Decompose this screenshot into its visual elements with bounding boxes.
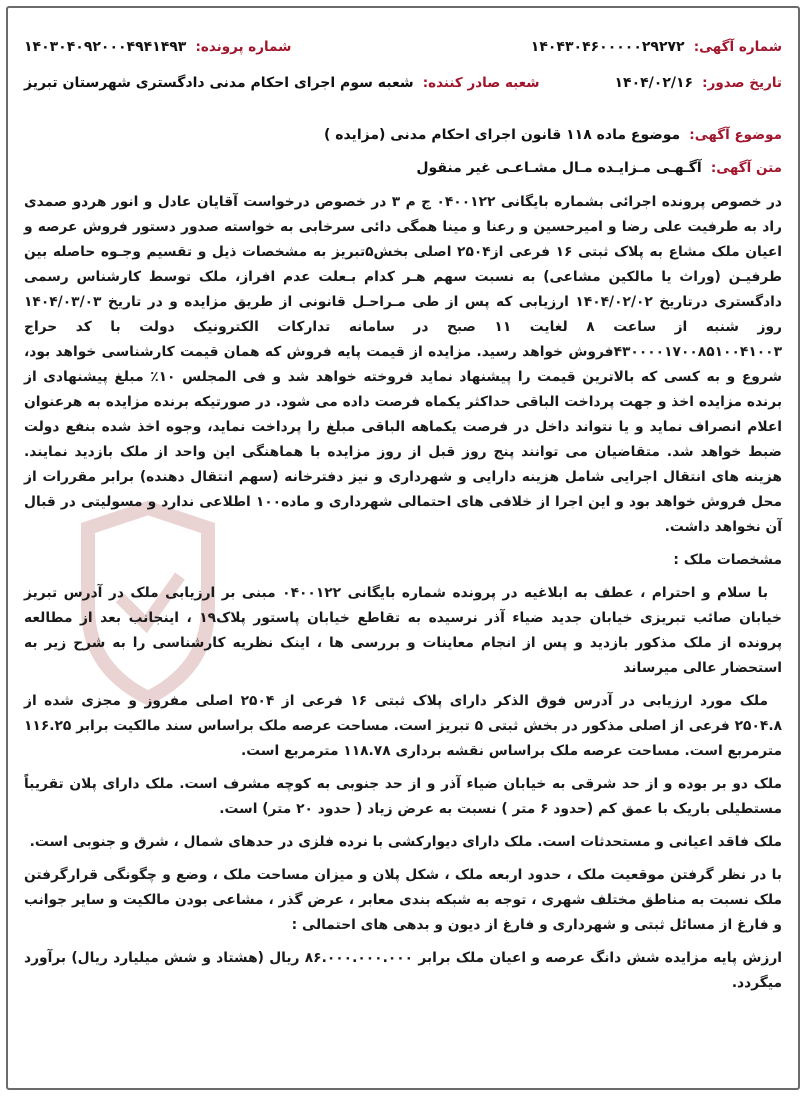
issue-date-label: تاریخ صدور: (702, 75, 782, 91)
notice-text-value: آگـهـی مـزایـده مـال مشـاعـی غیر منقول (416, 160, 702, 176)
file-number-field (24, 36, 291, 55)
notice-body: در خصوص پرونده اجرائی بشماره بایگانی ۰۴۰۰۱۲۲ ج م ۳ در خصوص درخواست آقایان عادل و انور هردو صمدی راد به طرفیت علی رضا و امیرحسین و رعنا و مینا همگی دائی سرخابی به خواسته صدور دستور فروش عرصه و اعیان ملک مشاع به پلاک ثبتی ۱۶ فرعی از۲۵۰۴ اصلی بخش۵تبریز به مشخصات ذیل و تقسیم وجـوه حاصله بین طرفیـن (وراث یا مالکین مشاعی) به نسبت سهم هـر کدام بـعلت عدم افراز، ملک توسط کارشناس رسمی دادگستری درتاریخ ۱۴۰۴/۰۲/۰۲ ارزیابی که پس از طی مـراحـل قانونی از طریق مزایده و در تاریخ ۱۴۰۴/۰۳/۰۳ روز شنبه از ساعت ۸ لغایت ۱۱ صبح در سامانه تدارکات الکترونیک دولت با کد حراج ۴۳۰۰۰۰۱۷۰۰۸۵۱۰۰۴۱۰۰۳فروش خواهد رسید. مزایده از قیمت پایه فروش که همان قیمت کارشناسی خواهد بود، شروع و به کسی که بالاترین قیمت را پیشنهاد نماید فروخته خواهد شد و فی المجلس ۱۰٪ مبلغ پیشنهادی از برنده مزایده اخذ و جهت پرداخت الباقی حداکثر یکماه فرصت داده می شود. در صورتیکه برنده مزایده به هرعنوان اعلام انصراف نماید و یا نتواند داخل در فرصت یکماهه الباقی مبلغ را پرداخت نماید، وجوه اخذ شده بنفع دولت ضبط خواهد شد. متقاضیان می توانند پنج روز قبل از روز مزایده با هماهنگی این واحد از ملک بازدید نمایند. هزینه های انتقال اجرایی شامل هزینه دارایی و شهرداری و نیز دفترخانه (سهم انتقال دهنده) برابر مقررات از محل فروش خواهد بود و این اجرا از خلافی های احتمالی شهرداری و ماده۱۰۰ اطلاعی ندارد و مسولیتی در قبال آن نخواهد داشت. (24, 194, 783, 535)
header-row-2 (24, 72, 782, 106)
issuer-label: شعبه صادر کننده: (422, 75, 540, 91)
subject-field (24, 124, 782, 143)
issue-date-value: ۱۴۰۴/۰۲/۱۶ (614, 75, 694, 91)
issuer-value: شعبه سوم اجرای احکام مدنی دادگستری شهرستان تبریز (24, 75, 414, 91)
subject-label: موضوع آگهی: (689, 127, 782, 143)
notice-number-label: شماره آگهی: (693, 39, 782, 55)
notice-document (6, 6, 800, 1090)
issuer-field (24, 72, 540, 91)
notice-number-field (452, 36, 782, 55)
file-number-label: شماره پرونده: (195, 39, 292, 55)
issue-date-field (540, 72, 782, 91)
header-row-1 (24, 36, 782, 70)
subject-value: موضوع ماده ۱۱۸ قانون اجرای احکام مدنی (مزایده ) (323, 127, 681, 143)
specs-title: مشخصات ملک : (673, 552, 782, 568)
specs-paragraph: با سلام و احترام ، عطف به ابلاغیه در پرونده شماره بایگانی ۰۴۰۰۱۲۲ مبنی بر ارزیابی ملک در آدرس تبریز خیابان صائب تبریزی خیابان جدید ضیاء آذر نرسیده به تقاطع خیابان پاستور پلاک۱۹ ، اینجانب بعد از مطالعه پرونده از ملک مذکور بازدید و پس از انجام معاینات و بررسی ها ، اینک نظریه کارشناسی را به شرح زیر به استحضار عالی میرساند (24, 585, 782, 676)
file-number-value: ۱۴۰۳۰۴۰۹۲۰۰۰۴۹۴۱۴۹۳ (24, 39, 187, 55)
valuation-paragraph: ارزش پایه مزایده شش دانگ عرصه و اعیان ملک برابر ۸۶.۰۰۰.۰۰۰.۰۰۰ ریال (هشتاد و شش میلیارد ریال) برآورد میگردد. (24, 950, 782, 991)
notice-text-field (24, 157, 782, 176)
specs-paragraph: ملک فاقد اعیانی و مستحدثات است. ملک دارای دیوارکشی با نرده فلزی در حدهای شمال ، شرق و جنوبی است. (29, 834, 782, 850)
notice-number-value: ۱۴۰۴۳۰۴۶۰۰۰۰۰۲۹۲۷۲ (530, 39, 685, 55)
specs-paragraph: با در نظر گرفتن موقعیت ملک ، حدود اربعه ملک ، شکل پلان و میزان مساحت ملک ، وضع و چگونگی قرارگرفتن ملک نسبت به مناطق مختلف شهری ، توجه به شبکه بندی معابر ، عرض گذر ، مشاعی بودن مالکیت و سایر جوانب و فارغ از مسائل ثبتی و شهرداری و فارغ از دیون و بدهی های احتمالی : (24, 867, 782, 933)
specs-paragraph: ملک مورد ارزیابی در آدرس فوق الذکر دارای پلاک ثبتی ۱۶ فرعی از ۲۵۰۴ اصلی مفروز و مجزی شده از ۲۵۰۴.۸ فرعی از اصلی مذکور در بخش ثبتی ۵ تبریز است. مساحت عرصه ملک براساس سند مالکیت برابر ۱۱۶.۲۵ مترمربع است. مساحت عرصه ملک براساس نقشه برداری ۱۱۸.۷۸ مترمربع است. (24, 693, 782, 759)
notice-text-label: متن آگهی: (710, 160, 782, 176)
specs-paragraph: ملک دو بر بوده و از حد شرقی به خیابان ضیاء آذر و از حد جنوبی به کوچه مشرف است. ملک دارای پلان تقریباً مستطیلی باریک با عمق کم (حدود ۶ متر ) نسبت به عرض زیاد ( حدود ۲۰ متر) است. (24, 776, 782, 817)
